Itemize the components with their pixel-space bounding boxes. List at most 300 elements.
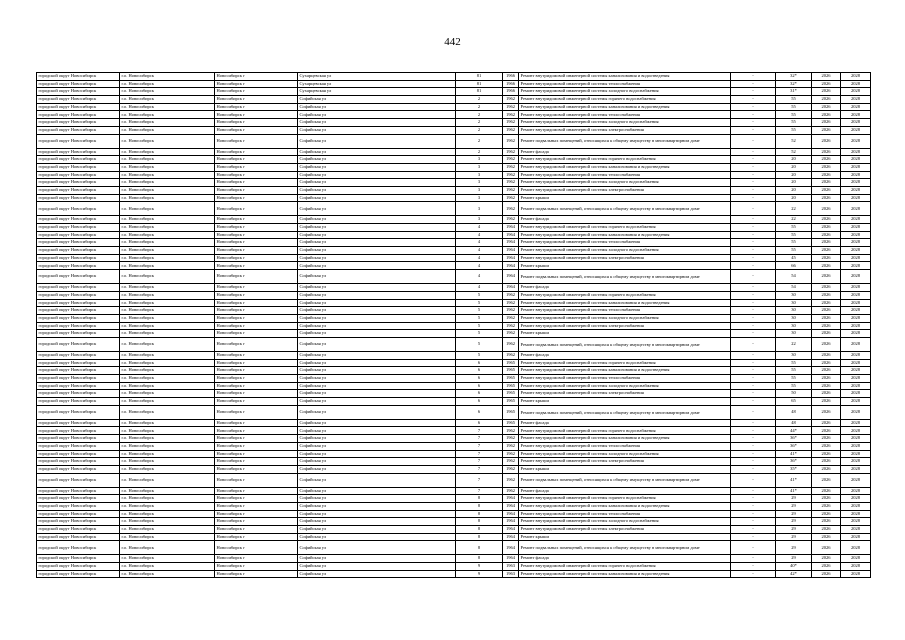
cell-dash: - bbox=[731, 570, 776, 578]
cell-locality: г.о. Новосибирск bbox=[120, 171, 215, 179]
cell-end: 2028 bbox=[841, 390, 871, 398]
table-body bbox=[37, 73, 871, 578]
cell-city: Новосибирск г bbox=[215, 126, 298, 134]
cell-year: 1965 bbox=[503, 367, 519, 375]
cell-street: Софийская ул bbox=[298, 216, 456, 224]
cell-municipality: городской округ Новосибирск bbox=[37, 502, 120, 510]
cell-year: 1963 bbox=[503, 570, 519, 578]
cell-municipality: городской округ Новосибирск bbox=[37, 262, 120, 270]
cell-cost: 29 bbox=[776, 502, 812, 510]
cell-start: 2026 bbox=[812, 148, 841, 156]
cell-locality: г.о. Новосибирск bbox=[120, 330, 215, 338]
cell-locality: г.о. Новосибирск bbox=[120, 262, 215, 270]
cell-municipality: городской округ Новосибирск bbox=[37, 442, 120, 450]
cell-house: 7 bbox=[456, 427, 503, 435]
cell-work: Ремонт внутридомовой инженерной системы теплоснабжения bbox=[519, 111, 731, 119]
cell-dash: - bbox=[731, 435, 776, 443]
cell-end: 2028 bbox=[841, 487, 871, 495]
cell-year: 1964 bbox=[503, 502, 519, 510]
cell-dash: - bbox=[731, 119, 776, 127]
cell-cost: 55 bbox=[776, 96, 812, 104]
cell-dash: - bbox=[731, 405, 776, 419]
cell-city: Новосибирск г bbox=[215, 291, 298, 299]
cell-city: Новосибирск г bbox=[215, 202, 298, 216]
table-row bbox=[37, 359, 871, 367]
cell-end: 2028 bbox=[841, 541, 871, 555]
cell-street: Софийская ул bbox=[298, 526, 456, 534]
cell-work: Ремонт внутридомовой инженерной системы горячего водоснабжения bbox=[519, 359, 731, 367]
cell-street: Софийская ул bbox=[298, 390, 456, 398]
cell-work: Ремонт внутридомовой инженерной системы канализования и водоотведения bbox=[519, 73, 731, 81]
cell-end: 2028 bbox=[841, 80, 871, 88]
cell-year: 1962 bbox=[503, 186, 519, 194]
cell-street: Софийская ул bbox=[298, 533, 456, 541]
cell-year: 1964 bbox=[503, 533, 519, 541]
cell-work: Ремонт крыши bbox=[519, 330, 731, 338]
table-row bbox=[37, 458, 871, 466]
cell-street: Софийская ул bbox=[298, 367, 456, 375]
cell-work: Ремонт фасада bbox=[519, 419, 731, 427]
cell-cost: 66 bbox=[776, 262, 812, 270]
cell-house: 7 bbox=[456, 450, 503, 458]
cell-cost: 29 bbox=[776, 533, 812, 541]
cell-end: 2028 bbox=[841, 330, 871, 338]
cell-municipality: городской округ Новосибирск bbox=[37, 337, 120, 351]
cell-cost: 55 bbox=[776, 382, 812, 390]
cell-dash: - bbox=[731, 202, 776, 216]
cell-street: Софийская ул bbox=[298, 202, 456, 216]
table-row bbox=[37, 526, 871, 534]
cell-work: Ремонт подвальных помещений, относящихся к общему имуществу в многоквартирном доме bbox=[519, 473, 731, 487]
cell-street: Софийская ул bbox=[298, 171, 456, 179]
cell-dash: - bbox=[731, 80, 776, 88]
table-row bbox=[37, 216, 871, 224]
cell-street: Софийская ул bbox=[298, 156, 456, 164]
cell-municipality: городской округ Новосибирск bbox=[37, 382, 120, 390]
cell-house: 4 bbox=[456, 270, 503, 284]
cell-street: Софийская ул bbox=[298, 419, 456, 427]
cell-end: 2028 bbox=[841, 186, 871, 194]
cell-year: 1962 bbox=[503, 216, 519, 224]
cell-street: Софийская ул bbox=[298, 473, 456, 487]
cell-cost: 20 bbox=[776, 163, 812, 171]
cell-city: Новосибирск г bbox=[215, 179, 298, 187]
cell-locality: г.о. Новосибирск bbox=[120, 541, 215, 555]
cell-start: 2026 bbox=[812, 96, 841, 104]
cell-cost: 30 bbox=[776, 299, 812, 307]
cell-work: Ремонт внутридомовой инженерной системы канализования и водоотведения bbox=[519, 103, 731, 111]
cell-house: 4 bbox=[456, 284, 503, 292]
cell-municipality: городской округ Новосибирск bbox=[37, 570, 120, 578]
cell-work: Ремонт внутридомовой инженерной системы теплоснабжения bbox=[519, 307, 731, 315]
cell-street: Софийская ул bbox=[298, 231, 456, 239]
cell-dash: - bbox=[731, 541, 776, 555]
cell-street: Софийская ул bbox=[298, 427, 456, 435]
cell-work: Ремонт внутридомовой инженерной системы электроснабжения bbox=[519, 322, 731, 330]
cell-end: 2028 bbox=[841, 450, 871, 458]
cell-year: 1962 bbox=[503, 134, 519, 148]
table-row bbox=[37, 156, 871, 164]
cell-cost: 32* bbox=[776, 73, 812, 81]
cell-house: 4 bbox=[456, 239, 503, 247]
cell-city: Новосибирск г bbox=[215, 510, 298, 518]
cell-end: 2028 bbox=[841, 398, 871, 406]
cell-dash: - bbox=[731, 239, 776, 247]
cell-year: 1964 bbox=[503, 231, 519, 239]
cell-work: Ремонт фасада bbox=[519, 216, 731, 224]
table-row bbox=[37, 502, 871, 510]
cell-start: 2026 bbox=[812, 518, 841, 526]
cell-locality: г.о. Новосибирск bbox=[120, 533, 215, 541]
cell-municipality: городской округ Новосибирск bbox=[37, 96, 120, 104]
cell-cost: 35* bbox=[776, 465, 812, 473]
cell-end: 2028 bbox=[841, 126, 871, 134]
cell-house: 5 bbox=[456, 337, 503, 351]
cell-street: Софийская ул bbox=[298, 337, 456, 351]
cell-locality: г.о. Новосибирск bbox=[120, 119, 215, 127]
cell-street: Софийская ул bbox=[298, 119, 456, 127]
cell-cost: 29 bbox=[776, 526, 812, 534]
cell-cost: 36* bbox=[776, 435, 812, 443]
cell-house: 6 bbox=[456, 390, 503, 398]
cell-street: Сухарцевская ул bbox=[298, 88, 456, 96]
cell-city: Новосибирск г bbox=[215, 570, 298, 578]
cell-year: 1962 bbox=[503, 314, 519, 322]
cell-year: 1962 bbox=[503, 322, 519, 330]
cell-cost: 55 bbox=[776, 239, 812, 247]
cell-locality: г.о. Новосибирск bbox=[120, 80, 215, 88]
cell-city: Новосибирск г bbox=[215, 427, 298, 435]
cell-year: 1966 bbox=[503, 73, 519, 81]
cell-street: Софийская ул bbox=[298, 284, 456, 292]
cell-locality: г.о. Новосибирск bbox=[120, 398, 215, 406]
cell-cost: 30 bbox=[776, 307, 812, 315]
cell-start: 2026 bbox=[812, 419, 841, 427]
cell-dash: - bbox=[731, 458, 776, 466]
cell-locality: г.о. Новосибирск bbox=[120, 359, 215, 367]
cell-work: Ремонт фасада bbox=[519, 351, 731, 359]
cell-municipality: городской округ Новосибирск bbox=[37, 375, 120, 383]
cell-work: Ремонт крыши bbox=[519, 194, 731, 202]
cell-work: Ремонт внутридомовой инженерной системы электроснабжения bbox=[519, 186, 731, 194]
cell-start: 2026 bbox=[812, 570, 841, 578]
cell-cost: 20 bbox=[776, 179, 812, 187]
cell-house: 3 bbox=[456, 163, 503, 171]
table-row bbox=[37, 367, 871, 375]
cell-street: Софийская ул bbox=[298, 541, 456, 555]
cell-locality: г.о. Новосибирск bbox=[120, 103, 215, 111]
cell-year: 1962 bbox=[503, 487, 519, 495]
cell-street: Софийская ул bbox=[298, 322, 456, 330]
cell-locality: г.о. Новосибирск bbox=[120, 247, 215, 255]
cell-house: 8 bbox=[456, 555, 503, 563]
cell-dash: - bbox=[731, 103, 776, 111]
cell-dash: - bbox=[731, 367, 776, 375]
cell-street: Софийская ул bbox=[298, 502, 456, 510]
cell-year: 1962 bbox=[503, 126, 519, 134]
cell-dash: - bbox=[731, 231, 776, 239]
cell-work: Ремонт внутридомовой инженерной системы электроснабжения bbox=[519, 390, 731, 398]
table-row bbox=[37, 163, 871, 171]
cell-city: Новосибирск г bbox=[215, 163, 298, 171]
cell-locality: г.о. Новосибирск bbox=[120, 442, 215, 450]
cell-start: 2026 bbox=[812, 337, 841, 351]
cell-street: Софийская ул bbox=[298, 247, 456, 255]
cell-end: 2028 bbox=[841, 111, 871, 119]
table-row bbox=[37, 247, 871, 255]
cell-city: Новосибирск г bbox=[215, 103, 298, 111]
table-row bbox=[37, 322, 871, 330]
cell-municipality: городской округ Новосибирск bbox=[37, 179, 120, 187]
cell-street: Софийская ул bbox=[298, 375, 456, 383]
table-row bbox=[37, 103, 871, 111]
cell-street: Софийская ул bbox=[298, 398, 456, 406]
cell-street: Софийская ул bbox=[298, 224, 456, 232]
cell-dash: - bbox=[731, 390, 776, 398]
cell-end: 2028 bbox=[841, 337, 871, 351]
cell-street: Софийская ул bbox=[298, 163, 456, 171]
cell-year: 1963 bbox=[503, 563, 519, 571]
cell-city: Новосибирск г bbox=[215, 367, 298, 375]
cell-municipality: городской округ Новосибирск bbox=[37, 231, 120, 239]
cell-end: 2028 bbox=[841, 163, 871, 171]
cell-year: 1962 bbox=[503, 111, 519, 119]
cell-end: 2028 bbox=[841, 473, 871, 487]
cell-end: 2028 bbox=[841, 119, 871, 127]
cell-street: Софийская ул bbox=[298, 262, 456, 270]
cell-locality: г.о. Новосибирск bbox=[120, 487, 215, 495]
cell-municipality: городской округ Новосибирск bbox=[37, 194, 120, 202]
cell-city: Новосибирск г bbox=[215, 495, 298, 503]
cell-locality: г.о. Новосибирск bbox=[120, 555, 215, 563]
cell-start: 2026 bbox=[812, 314, 841, 322]
cell-house: 6 bbox=[456, 375, 503, 383]
table-row bbox=[37, 427, 871, 435]
cell-start: 2026 bbox=[812, 171, 841, 179]
cell-end: 2028 bbox=[841, 194, 871, 202]
cell-cost: 54 bbox=[776, 284, 812, 292]
cell-locality: г.о. Новосибирск bbox=[120, 224, 215, 232]
cell-year: 1962 bbox=[503, 442, 519, 450]
cell-cost: 55 bbox=[776, 375, 812, 383]
cell-street: Софийская ул bbox=[298, 450, 456, 458]
table-row bbox=[37, 254, 871, 262]
cell-start: 2026 bbox=[812, 427, 841, 435]
cell-city: Новосибирск г bbox=[215, 330, 298, 338]
cell-locality: г.о. Новосибирск bbox=[120, 473, 215, 487]
cell-cost: 20 bbox=[776, 186, 812, 194]
cell-cost: 55 bbox=[776, 119, 812, 127]
cell-house: 2 bbox=[456, 119, 503, 127]
cell-house: 2 bbox=[456, 111, 503, 119]
cell-start: 2026 bbox=[812, 202, 841, 216]
cell-locality: г.о. Новосибирск bbox=[120, 96, 215, 104]
cell-work: Ремонт внутридомовой инженерной системы горячего водоснабжения bbox=[519, 563, 731, 571]
cell-work: Ремонт внутридомовой инженерной системы электроснабжения bbox=[519, 254, 731, 262]
table-row bbox=[37, 314, 871, 322]
cell-municipality: городской округ Новосибирск bbox=[37, 247, 120, 255]
cell-street: Софийская ул bbox=[298, 307, 456, 315]
cell-work: Ремонт внутридомовой инженерной системы теплоснабжения bbox=[519, 510, 731, 518]
cell-house: 6 bbox=[456, 419, 503, 427]
cell-street: Софийская ул bbox=[298, 103, 456, 111]
cell-start: 2026 bbox=[812, 502, 841, 510]
cell-dash: - bbox=[731, 563, 776, 571]
cell-locality: г.о. Новосибирск bbox=[120, 563, 215, 571]
cell-cost: 54 bbox=[776, 270, 812, 284]
cell-city: Новосибирск г bbox=[215, 88, 298, 96]
table-row bbox=[37, 194, 871, 202]
cell-end: 2028 bbox=[841, 359, 871, 367]
cell-municipality: городской округ Новосибирск bbox=[37, 314, 120, 322]
cell-city: Новосибирск г bbox=[215, 458, 298, 466]
cell-locality: г.о. Новосибирск bbox=[120, 450, 215, 458]
cell-municipality: городской округ Новосибирск bbox=[37, 419, 120, 427]
table-row bbox=[37, 179, 871, 187]
table-row bbox=[37, 510, 871, 518]
cell-start: 2026 bbox=[812, 533, 841, 541]
cell-locality: г.о. Новосибирск bbox=[120, 375, 215, 383]
cell-house: 4 bbox=[456, 262, 503, 270]
cell-dash: - bbox=[731, 126, 776, 134]
cell-year: 1964 bbox=[503, 224, 519, 232]
cell-city: Новосибирск г bbox=[215, 398, 298, 406]
cell-start: 2026 bbox=[812, 254, 841, 262]
cell-dash: - bbox=[731, 96, 776, 104]
cell-dash: - bbox=[731, 179, 776, 187]
cell-dash: - bbox=[731, 495, 776, 503]
cell-house: 81 bbox=[456, 80, 503, 88]
cell-city: Новосибирск г bbox=[215, 156, 298, 164]
cell-work: Ремонт подвальных помещений, относящихся к общему имуществу в многоквартирном доме bbox=[519, 270, 731, 284]
cell-work: Ремонт крыши bbox=[519, 398, 731, 406]
cell-dash: - bbox=[731, 216, 776, 224]
cell-year: 1962 bbox=[503, 458, 519, 466]
cell-locality: г.о. Новосибирск bbox=[120, 111, 215, 119]
cell-work: Ремонт внутридомовой инженерной системы горячего водоснабжения bbox=[519, 427, 731, 435]
cell-cost: 29 bbox=[776, 510, 812, 518]
cell-year: 1964 bbox=[503, 518, 519, 526]
cell-dash: - bbox=[731, 322, 776, 330]
cell-house: 9 bbox=[456, 563, 503, 571]
cell-year: 1965 bbox=[503, 419, 519, 427]
cell-end: 2028 bbox=[841, 231, 871, 239]
table-row bbox=[37, 80, 871, 88]
cell-end: 2028 bbox=[841, 254, 871, 262]
cell-start: 2026 bbox=[812, 186, 841, 194]
cell-locality: г.о. Новосибирск bbox=[120, 216, 215, 224]
cell-start: 2026 bbox=[812, 359, 841, 367]
table-row bbox=[37, 398, 871, 406]
cell-city: Новосибирск г bbox=[215, 382, 298, 390]
cell-end: 2028 bbox=[841, 103, 871, 111]
cell-end: 2028 bbox=[841, 73, 871, 81]
cell-dash: - bbox=[731, 299, 776, 307]
cell-year: 1965 bbox=[503, 390, 519, 398]
cell-start: 2026 bbox=[812, 555, 841, 563]
cell-cost: 30 bbox=[776, 314, 812, 322]
cell-work: Ремонт внутридомовой инженерной системы горячего водоснабжения bbox=[519, 156, 731, 164]
cell-street: Софийская ул bbox=[298, 179, 456, 187]
table-row bbox=[37, 541, 871, 555]
cell-locality: г.о. Новосибирск bbox=[120, 495, 215, 503]
cell-city: Новосибирск г bbox=[215, 563, 298, 571]
repair-schedule-table bbox=[36, 72, 871, 578]
cell-dash: - bbox=[731, 291, 776, 299]
cell-cost: 29 bbox=[776, 495, 812, 503]
cell-cost: 55 bbox=[776, 231, 812, 239]
cell-end: 2028 bbox=[841, 88, 871, 96]
cell-work: Ремонт внутридомовой инженерной системы холодного водоснабжения bbox=[519, 518, 731, 526]
cell-locality: г.о. Новосибирск bbox=[120, 239, 215, 247]
cell-municipality: городской округ Новосибирск bbox=[37, 541, 120, 555]
cell-municipality: городской округ Новосибирск bbox=[37, 533, 120, 541]
cell-city: Новосибирск г bbox=[215, 171, 298, 179]
cell-city: Новосибирск г bbox=[215, 533, 298, 541]
cell-dash: - bbox=[731, 465, 776, 473]
cell-city: Новосибирск г bbox=[215, 502, 298, 510]
cell-locality: г.о. Новосибирск bbox=[120, 270, 215, 284]
cell-house: 6 bbox=[456, 367, 503, 375]
cell-street: Софийская ул bbox=[298, 126, 456, 134]
cell-municipality: городской округ Новосибирск bbox=[37, 330, 120, 338]
cell-house: 81 bbox=[456, 88, 503, 96]
cell-city: Новосибирск г bbox=[215, 299, 298, 307]
cell-end: 2028 bbox=[841, 239, 871, 247]
table-row bbox=[37, 148, 871, 156]
cell-cost: 22 bbox=[776, 216, 812, 224]
cell-work: Ремонт внутридомовой инженерной системы теплоснабжения bbox=[519, 442, 731, 450]
cell-municipality: городской округ Новосибирск bbox=[37, 73, 120, 81]
cell-work: Ремонт фасада bbox=[519, 555, 731, 563]
cell-municipality: городской округ Новосибирск bbox=[37, 299, 120, 307]
cell-street: Софийская ул bbox=[298, 194, 456, 202]
cell-start: 2026 bbox=[812, 473, 841, 487]
cell-house: 8 bbox=[456, 518, 503, 526]
table-row bbox=[37, 330, 871, 338]
cell-year: 1962 bbox=[503, 330, 519, 338]
cell-dash: - bbox=[731, 163, 776, 171]
cell-start: 2026 bbox=[812, 450, 841, 458]
cell-end: 2028 bbox=[841, 533, 871, 541]
cell-house: 5 bbox=[456, 351, 503, 359]
cell-city: Новосибирск г bbox=[215, 450, 298, 458]
cell-locality: г.о. Новосибирск bbox=[120, 337, 215, 351]
cell-end: 2028 bbox=[841, 96, 871, 104]
cell-work: Ремонт внутридомовой инженерной системы канализования и водоотведения bbox=[519, 163, 731, 171]
cell-year: 1964 bbox=[503, 555, 519, 563]
cell-end: 2028 bbox=[841, 555, 871, 563]
cell-cost: 30 bbox=[776, 330, 812, 338]
cell-start: 2026 bbox=[812, 239, 841, 247]
cell-year: 1962 bbox=[503, 427, 519, 435]
cell-street: Софийская ул bbox=[298, 563, 456, 571]
cell-work: Ремонт внутридомовой инженерной системы канализования и водоотведения bbox=[519, 435, 731, 443]
cell-dash: - bbox=[731, 314, 776, 322]
cell-start: 2026 bbox=[812, 405, 841, 419]
cell-municipality: городской округ Новосибирск bbox=[37, 148, 120, 156]
cell-work: Ремонт внутридомовой инженерной системы холодного водоснабжения bbox=[519, 247, 731, 255]
cell-house: 4 bbox=[456, 254, 503, 262]
cell-city: Новосибирск г bbox=[215, 262, 298, 270]
cell-start: 2026 bbox=[812, 375, 841, 383]
table-row bbox=[37, 111, 871, 119]
cell-end: 2028 bbox=[841, 442, 871, 450]
cell-house: 3 bbox=[456, 156, 503, 164]
cell-city: Новосибирск г bbox=[215, 231, 298, 239]
table-row bbox=[37, 442, 871, 450]
cell-cost: 22 bbox=[776, 337, 812, 351]
